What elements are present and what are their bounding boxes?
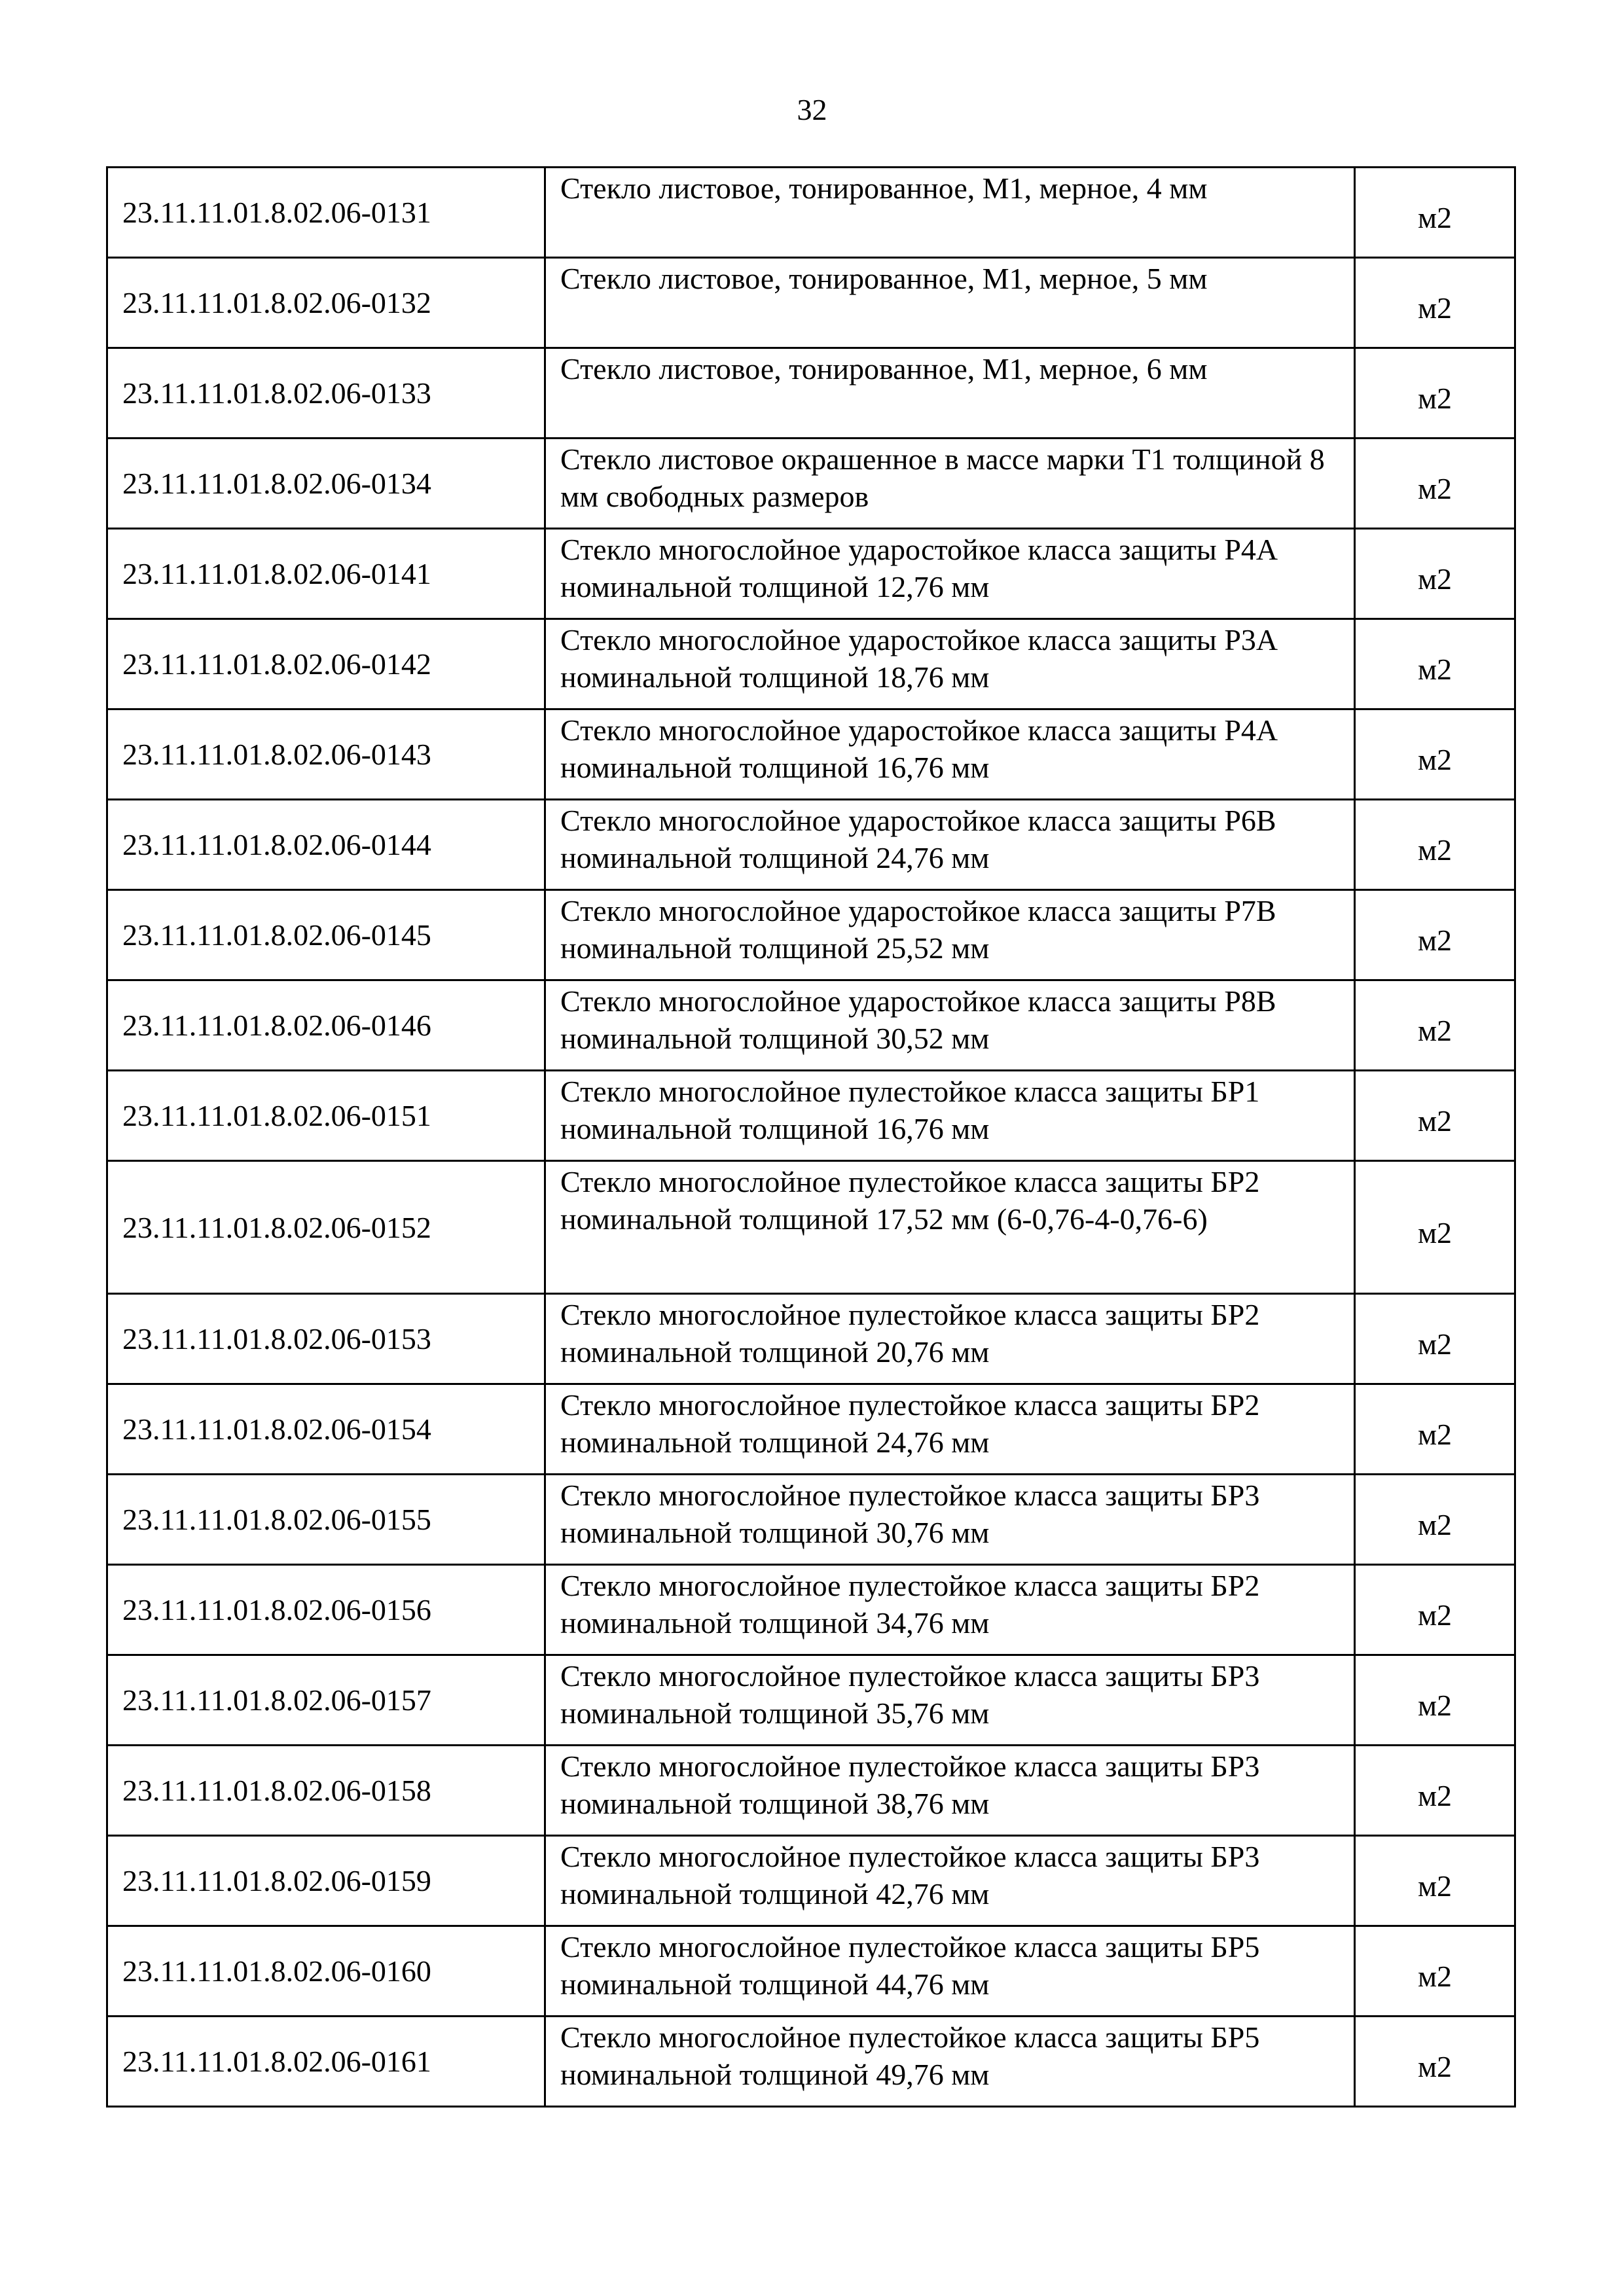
name-cell: Стекло многослойное ударостойкое класса защиты Р6В номинальной толщиной 24,76 мм (545, 800, 1355, 890)
name-cell: Стекло листовое, тонированное, М1, мерное, 5 мм (545, 258, 1355, 348)
table-row (107, 258, 1515, 348)
unit-label: м2 (1417, 472, 1453, 505)
code-cell: 23.11.11.01.8.02.06-0158 (107, 1746, 545, 1836)
unit-cell (1355, 1836, 1515, 1926)
unit-cell (1355, 890, 1515, 980)
name-cell: Стекло многослойное пулестойкое класса защиты БР3 номинальной толщиной 42,76 мм (545, 1836, 1355, 1926)
name-cell: Стекло многослойное ударостойкое класса защиты Р4А номинальной толщиной 16,76 мм (545, 709, 1355, 800)
unit-cell (1355, 800, 1515, 890)
code-cell: 23.11.11.01.8.02.06-0144 (107, 800, 545, 890)
code-cell: 23.11.11.01.8.02.06-0152 (107, 1161, 545, 1294)
unit-label: м2 (1417, 1215, 1453, 1249)
name-cell: Стекло многослойное пулестойкое класса защиты БР2 номинальной толщиной 17,52 мм (6-0,76-4-0,76-6) (545, 1161, 1355, 1294)
code-cell: 23.11.11.01.8.02.06-0155 (107, 1475, 545, 1565)
table-row (107, 1565, 1515, 1655)
unit-cell (1355, 1071, 1515, 1161)
unit-cell (1355, 1565, 1515, 1655)
code-cell: 23.11.11.01.8.02.06-0143 (107, 709, 545, 800)
code-cell: 23.11.11.01.8.02.06-0161 (107, 2017, 545, 2107)
unit-cell (1355, 168, 1515, 258)
table-row (107, 1836, 1515, 1926)
unit-cell (1355, 1655, 1515, 1746)
name-cell: Стекло многослойное ударостойкое класса защиты Р3А номинальной толщиной 18,76 мм (545, 619, 1355, 709)
unit-label: м2 (1417, 291, 1453, 325)
name-cell: Стекло многослойное пулестойкое класса защиты БР5 номинальной толщиной 44,76 мм (545, 1926, 1355, 2017)
page-number: 32 (797, 93, 827, 126)
unit-cell (1355, 1926, 1515, 2017)
unit-label: м2 (1417, 1104, 1453, 1138)
code-cell: 23.11.11.01.8.02.06-0142 (107, 619, 545, 709)
table-row (107, 439, 1515, 529)
unit-cell (1355, 1294, 1515, 1384)
code-cell: 23.11.11.01.8.02.06-0160 (107, 1926, 545, 2017)
name-cell: Стекло многослойное пулестойкое класса защиты БР3 номинальной толщиной 35,76 мм (545, 1655, 1355, 1746)
name-cell: Стекло многослойное пулестойкое класса защиты БР2 номинальной толщиной 24,76 мм (545, 1384, 1355, 1475)
table-row (107, 1384, 1515, 1475)
name-cell: Стекло многослойное ударостойкое класса защиты Р8В номинальной толщиной 30,52 мм (545, 980, 1355, 1071)
unit-cell (1355, 980, 1515, 1071)
name-cell: Стекло листовое, тонированное, М1, мерное, 6 мм (545, 348, 1355, 439)
table-row (107, 168, 1515, 258)
code-cell: 23.11.11.01.8.02.06-0131 (107, 168, 545, 258)
code-cell: 23.11.11.01.8.02.06-0141 (107, 529, 545, 619)
code-cell: 23.11.11.01.8.02.06-0159 (107, 1836, 545, 1926)
table-row (107, 529, 1515, 619)
unit-label: м2 (1417, 1779, 1453, 1812)
table-row (107, 1294, 1515, 1384)
unit-label: м2 (1417, 1960, 1453, 1993)
code-cell: 23.11.11.01.8.02.06-0151 (107, 1071, 545, 1161)
unit-cell (1355, 1746, 1515, 1836)
table-row (107, 1475, 1515, 1565)
unit-cell (1355, 1475, 1515, 1565)
code-cell: 23.11.11.01.8.02.06-0157 (107, 1655, 545, 1746)
unit-label: м2 (1417, 1689, 1453, 1722)
table-row (107, 709, 1515, 800)
unit-label: м2 (1417, 833, 1453, 867)
unit-label: м2 (1417, 924, 1453, 957)
table-row (107, 1926, 1515, 2017)
price-table-body (107, 168, 1515, 2107)
price-table (106, 166, 1516, 2108)
unit-label: м2 (1417, 1508, 1453, 1541)
table-row (107, 2017, 1515, 2107)
unit-cell (1355, 709, 1515, 800)
table-row (107, 1071, 1515, 1161)
code-cell: 23.11.11.01.8.02.06-0145 (107, 890, 545, 980)
unit-label: м2 (1417, 1014, 1453, 1047)
code-cell: 23.11.11.01.8.02.06-0154 (107, 1384, 545, 1475)
table-row (107, 1655, 1515, 1746)
code-cell: 23.11.11.01.8.02.06-0133 (107, 348, 545, 439)
name-cell: Стекло листовое, тонированное, М1, мерное, 4 мм (545, 168, 1355, 258)
table-row (107, 619, 1515, 709)
table-row (107, 890, 1515, 980)
unit-label: м2 (1417, 653, 1453, 686)
unit-cell (1355, 529, 1515, 619)
unit-label: м2 (1417, 1418, 1453, 1451)
unit-label: м2 (1417, 201, 1453, 234)
name-cell: Стекло многослойное ударостойкое класса защиты Р7В номинальной толщиной 25,52 мм (545, 890, 1355, 980)
name-cell: Стекло многослойное пулестойкое класса защиты БР2 номинальной толщиной 34,76 мм (545, 1565, 1355, 1655)
table-row (107, 1746, 1515, 1836)
unit-cell (1355, 2017, 1515, 2107)
unit-cell (1355, 439, 1515, 529)
table-row (107, 800, 1515, 890)
unit-cell (1355, 1161, 1515, 1294)
unit-cell (1355, 258, 1515, 348)
unit-label: м2 (1417, 1598, 1453, 1632)
unit-label: м2 (1417, 382, 1453, 415)
name-cell: Стекло многослойное пулестойкое класса защиты БР2 номинальной толщиной 20,76 мм (545, 1294, 1355, 1384)
unit-label: м2 (1417, 1327, 1453, 1361)
table-row (107, 1161, 1515, 1294)
unit-cell (1355, 1384, 1515, 1475)
name-cell: Стекло многослойное ударостойкое класса защиты Р4А номинальной толщиной 12,76 мм (545, 529, 1355, 619)
name-cell: Стекло листовое окрашенное в массе марки Т1 толщиной 8 мм свободных размеров (545, 439, 1355, 529)
code-cell: 23.11.11.01.8.02.06-0146 (107, 980, 545, 1071)
name-cell: Стекло многослойное пулестойкое класса защиты БР3 номинальной толщиной 38,76 мм (545, 1746, 1355, 1836)
name-cell: Стекло многослойное пулестойкое класса защиты БР5 номинальной толщиной 49,76 мм (545, 2017, 1355, 2107)
unit-cell (1355, 348, 1515, 439)
table-row (107, 348, 1515, 439)
unit-cell (1355, 619, 1515, 709)
table-row (107, 980, 1515, 1071)
name-cell: Стекло многослойное пулестойкое класса защиты БР1 номинальной толщиной 16,76 мм (545, 1071, 1355, 1161)
code-cell: 23.11.11.01.8.02.06-0132 (107, 258, 545, 348)
name-cell: Стекло многослойное пулестойкое класса защиты БР3 номинальной толщиной 30,76 мм (545, 1475, 1355, 1565)
unit-label: м2 (1417, 743, 1453, 776)
unit-label: м2 (1417, 562, 1453, 596)
code-cell: 23.11.11.01.8.02.06-0134 (107, 439, 545, 529)
unit-label: м2 (1417, 1869, 1453, 1903)
code-cell: 23.11.11.01.8.02.06-0156 (107, 1565, 545, 1655)
code-cell: 23.11.11.01.8.02.06-0153 (107, 1294, 545, 1384)
unit-label: м2 (1417, 2050, 1453, 2083)
